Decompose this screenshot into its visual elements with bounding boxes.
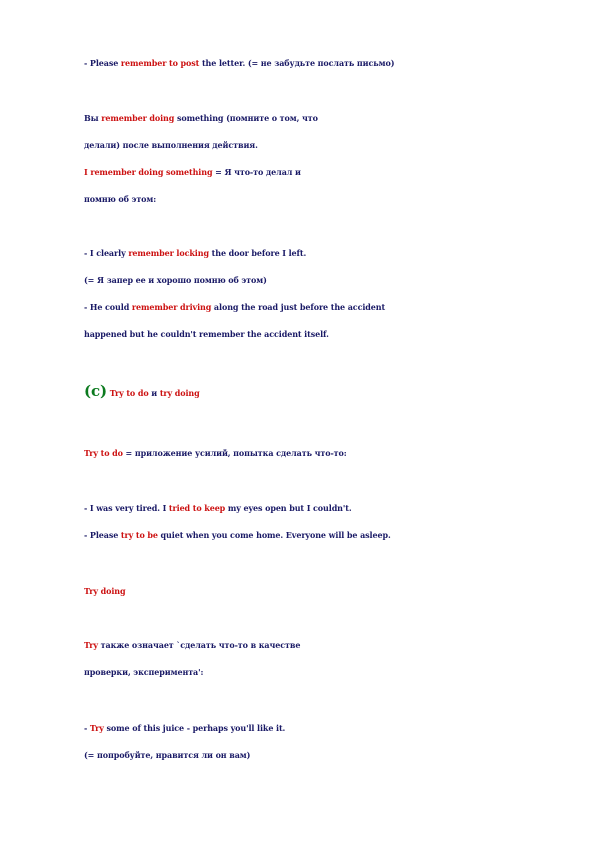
text-line <box>84 113 318 123</box>
text-segment: - Please <box>84 530 121 540</box>
highlighted-phrase: remember driving <box>131 302 212 312</box>
highlighted-phrase: Try <box>84 640 98 650</box>
text-segment: - <box>84 723 90 733</box>
highlighted-phrase: remember doing <box>101 113 175 123</box>
text-line <box>84 140 258 150</box>
text-line <box>84 586 126 596</box>
text-segment: и <box>148 388 160 398</box>
highlighted-phrase: I remember doing something <box>84 167 213 177</box>
text-line <box>84 448 347 458</box>
text-segment: = приложение усилий, попытка сделать что-то: <box>122 448 347 458</box>
text-line <box>84 302 385 312</box>
text-segment: также означает `сделать что-то в качестве <box>97 640 301 650</box>
text-line <box>84 382 200 400</box>
text-segment: quiet when you come home. Everyone will be asleep. <box>157 530 391 540</box>
text-segment: = Я что-то делал и <box>212 167 301 177</box>
text-segment: my eyes open but I couldn't. <box>225 503 352 513</box>
text-line <box>84 640 300 650</box>
text-line <box>84 194 156 204</box>
highlighted-phrase: Try to do <box>84 448 123 458</box>
text-line <box>84 723 285 733</box>
text-line <box>84 503 352 513</box>
section-marker: (c) <box>84 382 108 400</box>
text-segment: - Please <box>84 58 121 68</box>
text-segment: the letter. (= не забудьте послать письмо) <box>199 58 395 68</box>
text-segment: помню об этом: <box>84 194 157 204</box>
text-segment: something (помните о том, что <box>174 113 318 123</box>
text-line <box>84 530 391 540</box>
text-segment: some of this juice - perhaps you'll like it. <box>103 723 286 733</box>
text-line <box>84 248 306 258</box>
highlighted-phrase: Try to do <box>109 388 149 398</box>
highlighted-phrase: tried to keep <box>168 503 226 513</box>
text-segment: делали) после выполнения действия. <box>84 140 258 150</box>
text-segment: - He could <box>84 302 132 312</box>
text-segment: (= попробуйте, нравится ли он вам) <box>84 750 251 760</box>
text-segment: along the road just before the accident <box>211 302 386 312</box>
text-line <box>84 58 394 68</box>
text-line <box>84 275 267 285</box>
text-segment: Вы <box>84 113 102 123</box>
highlighted-phrase: try doing <box>159 388 200 398</box>
text-segment: проверки, эксперимента': <box>84 667 204 677</box>
text-line <box>84 667 203 677</box>
text-segment: (= Я запер ее и хорошо помню об этом) <box>84 275 267 285</box>
highlighted-phrase: Try <box>89 723 104 733</box>
text-segment: the door before I left. <box>208 248 307 258</box>
highlighted-phrase: remember locking <box>128 248 209 258</box>
text-line <box>84 750 250 760</box>
text-segment: - I clearly <box>84 248 129 258</box>
text-segment: happened but he couldn't remember the accident itself. <box>84 329 329 339</box>
text-line <box>84 167 301 177</box>
highlighted-phrase: Try doing <box>84 586 126 596</box>
highlighted-phrase: remember to post <box>120 58 200 68</box>
text-line <box>84 329 329 339</box>
highlighted-phrase: try to be <box>120 530 158 540</box>
text-segment: - I was very tired. I <box>84 503 169 513</box>
